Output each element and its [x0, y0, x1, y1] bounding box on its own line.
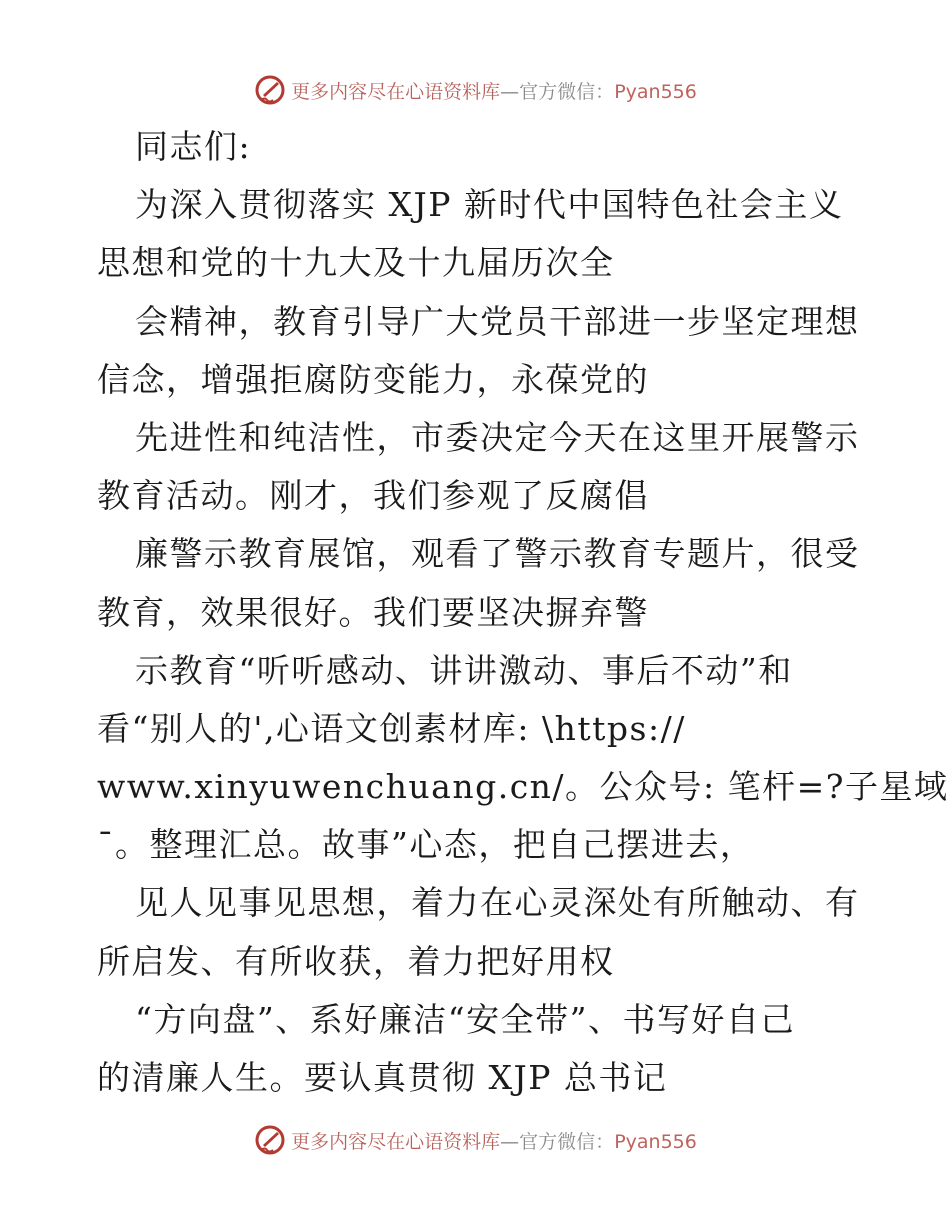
banner-wechat-id: Pyan556: [614, 80, 697, 103]
doc-line: 见人见事见思想，着力在心灵深处有所触动、有: [135, 883, 860, 923]
doc-line: “方向盘”、系好廉洁“安全带”、书写好自己: [135, 999, 795, 1039]
doc-line: 为深入贯彻落实 XJP 新时代中国特色社会主义: [135, 185, 844, 225]
doc-line: 先进性和纯洁性，市委决定今天在这里开展警示: [135, 417, 860, 457]
doc-line: ¯。整理汇总。故事”心态，把自己摆进去，: [97, 825, 755, 865]
banner-text-main: 更多内容尽在心语资料库: [291, 80, 501, 103]
pen-logo-icon: [253, 73, 287, 107]
doc-line: 示教育“听听感动、讲讲激动、事后不动”和: [135, 650, 793, 690]
doc-line: 信念，增强拒腐防变能力，永葆党的: [97, 359, 649, 399]
doc-line: 教育活动。刚才，我们参观了反腐倡: [97, 476, 649, 516]
document-body: [97, 118, 949, 1107]
banner-wechat-id: Pyan556: [614, 1130, 697, 1153]
banner-text: [291, 77, 697, 104]
doc-line: 所启发、有所收获，着力把好用权: [97, 941, 615, 981]
doc-line: 的清廉人生。要认真贯彻 XJP 总书记: [97, 1058, 668, 1097]
banner-separator: —: [500, 80, 520, 103]
banner-separator: —: [500, 1130, 520, 1153]
doc-line: 思想和党的十九大及十九届历次全: [97, 243, 615, 283]
doc-line: 教育，效果很好。我们要坚决摒弃警: [97, 592, 649, 632]
footer-watermark-banner: [0, 1120, 950, 1160]
doc-line: 会精神，教育引导广大党员干部进一步坚定理想: [135, 301, 860, 341]
banner-text: [291, 1127, 697, 1154]
banner-wechat-label: 官方微信：: [519, 1130, 615, 1153]
doc-line: 廉警示教育展馆，观看了警示教育专题片，很受: [135, 534, 860, 574]
doc-line: 同志们:: [135, 127, 252, 166]
doc-line: www.xinyuwenchuang.cn/。公众号: 笔杆=?子星域: [97, 767, 949, 807]
doc-line: 看“别人的',心语文创素材库: \https://: [97, 708, 686, 748]
banner-wechat-label: 官方微信：: [519, 80, 615, 103]
header-watermark-banner: [0, 70, 950, 110]
banner-text-main: 更多内容尽在心语资料库: [291, 1130, 501, 1153]
pen-logo-icon: [253, 1123, 287, 1157]
